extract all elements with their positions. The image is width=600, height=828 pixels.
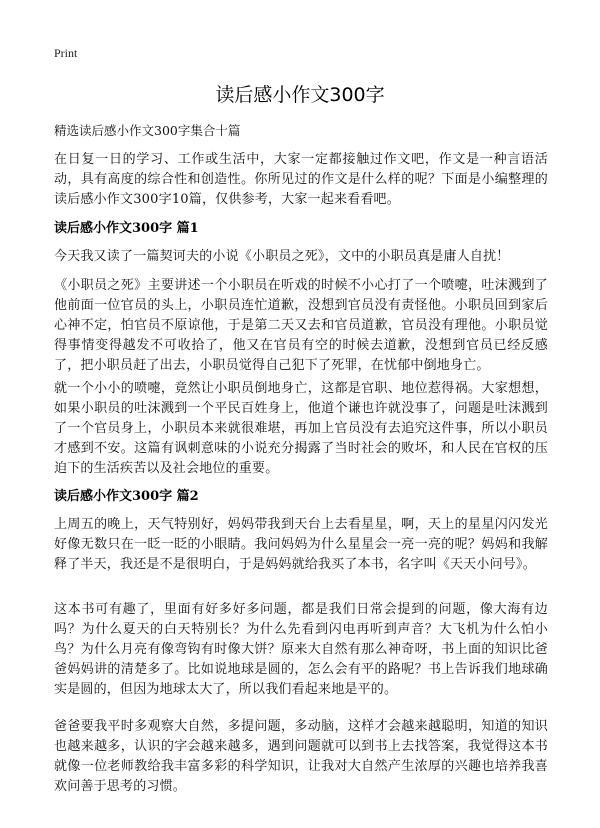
section-heading-2: 读后感小作文300字 篇2 bbox=[54, 489, 199, 504]
print-link[interactable]: Print bbox=[54, 46, 78, 60]
section-2-paragraph-2: 这本书可有趣了，里面有好多好多问题，都是我们日常会提到的问题，像大海有边吗？为什么夏天的白天特别长？为什么先看到闪电再听到声音？大飞机为什么怕小鸟？为什么月亮有像弯钩有时像大饼？原来大自然有那么神奇呀，书上面的知识比爸爸妈妈讲的清楚多了。比如说地球是圆的，怎么会有平的路呢？书上告诉我们地球确实是圆的，但因为地球太大了，所以我们看起来地是平的。 bbox=[54, 602, 548, 697]
subtitle: 精选读后感小作文300字集合十篇 bbox=[54, 123, 241, 138]
section-2-paragraph-1: 上周五的晚上，天气特别好，妈妈带我到天台上去看星星，啊，天上的星星闪闪发光好像无数只在一眨一眨的小眼睛。我问妈妈为什么星星会一亮一亮的呢？妈妈和我解释了半天，我还是不是很明白，于是妈妈就给我买了本书，名字叫《天天小问号》。 bbox=[54, 517, 548, 572]
page-title: 读后感小作文300字 bbox=[215, 84, 385, 106]
section-1-paragraph-3: 就一个小小的喷嚏，竟然让小职员倒地身亡，这都是官职、地位惹得祸。大家想想，如果小职员的吐沫溅到一个平民百姓身上，他道个谦也许就没事了，问题是吐沫溅到了一个官员身上，小职员本来就很难堪，再加上官员没有去追究这件事，所以小职员才感到不安。这篇有讽刺意味的小说充分揭露了当时社会的败坏，和人民在官权的压迫下的生活疾苦以及社会地位的重要。 bbox=[54, 381, 548, 476]
section-heading-1: 读后感小作文300字 篇1 bbox=[54, 221, 199, 236]
section-1-paragraph-1: 今天我又读了一篇契诃夫的小说《小职员之死》，文中的小职员真是庸人自扰！ bbox=[54, 249, 510, 264]
section-2-paragraph-3: 爸爸要我平时多观察大自然，多提问题，多动脑，这样才会越来越聪明，知道的知识也越来越多，认识的字会越来越多，遇到问题就可以到书上去找答案，我觉得这本书就像一位老师教给我丰富多彩的科学知识，让我对大自然产生浓厚的兴趣也培养我喜欢问善于思考的习惯。 bbox=[54, 719, 548, 794]
intro-paragraph: 在日复一日的学习、工作或生活中，大家一定都接触过作文吧，作文是一种言语活动，具有高度的综合性和创造性。你所见过的作文是什么样的呢？下面是小编整理的读后感小作文300字10篇，仅供参考，大家一起来看看吧。 bbox=[54, 152, 548, 207]
section-1-paragraph-2: 《小职员之死》主要讲述一个小职员在听戏的时候不小心打了一个喷嚏，吐沫溅到了他前面一位官员的头上，小职员连忙道歉，没想到官员没有责怪他。小职员回到家后心神不定，怕官员不原谅他，于是第二天又去和官员道歉，官员没有理他。小职员觉得事情变得越发不可收拾了，他又在官员有空的时候去道歉，没想到官员已经反感了，把小职员赶了出去，小职员觉得自己犯下了死罪，在忧郁中倒地身亡。 bbox=[54, 278, 548, 373]
